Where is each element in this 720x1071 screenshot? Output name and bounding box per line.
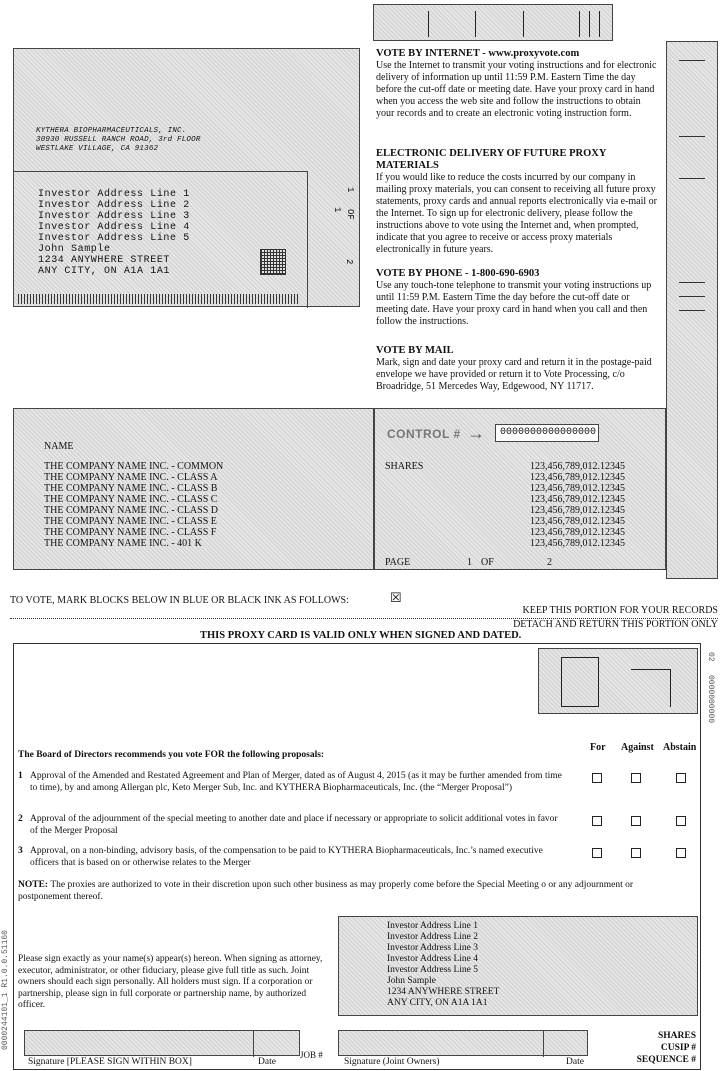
sign-instructions: Please sign exactly as your name(s) appear(s) hereon. When signing as attorney, executor, administrator, or other fiduciary, please give full title as such. Joint owners should each sign personally. All holders must sign. If a corporation or partnership, please sign in full corporate or partnership name, by authorized officer. [18, 954, 323, 1010]
page-label: PAGE [385, 557, 411, 568]
investor-address [38, 189, 190, 277]
joint-signature-label: Signature (Joint Owners) [344, 1057, 440, 1067]
vote-internet-heading: VOTE BY INTERNET - www.proxyvote.com [376, 48, 580, 59]
proposal-number: 3 [18, 846, 23, 856]
side-code-right-zeros: 0000000000 [706, 675, 715, 724]
return-address-line: WESTLAKE VILLAGE, CA 91362 [36, 145, 159, 153]
joint-signature-box[interactable] [338, 1030, 588, 1056]
shares-value: 123,456,789,012.12345 [530, 527, 625, 538]
proposal-number: 1 [18, 771, 23, 781]
page-num: 1 [467, 557, 472, 568]
proposal-3 [18, 845, 563, 869]
job-label: JOB # [300, 1050, 323, 1060]
side-page-of-text: OF [345, 209, 355, 220]
company-list [44, 461, 223, 549]
company-row: THE COMPANY NAME INC. - CLASS E [44, 516, 217, 527]
return-address [36, 127, 201, 154]
investor-address-line: 1234 ANYWHERE STREET [38, 255, 171, 266]
vote-mail [376, 345, 660, 393]
postal-barcode [18, 294, 298, 304]
note [18, 879, 638, 903]
mark-example-icon: ☒ [390, 590, 402, 605]
vote-mail-text: Mark, sign and date your proxy card and return it in the postage-paid envelope we have provided or return it to Vote Processing, c/o Broadridge, 51 Mercedes Way, Edgewood, NY 11717. [376, 357, 652, 392]
company-row: THE COMPANY NAME INC. - CLASS A [44, 472, 218, 483]
card-barcode-box [538, 648, 698, 714]
card-address-line: 1234 ANYWHERE STREET [387, 987, 500, 997]
card-address-line: John Sample [387, 976, 436, 986]
side-page-total [344, 259, 354, 264]
name-label: NAME [44, 441, 74, 452]
side-code-right-top: 02 [706, 652, 715, 662]
investor-address-line: Investor Address Line 4 [38, 222, 190, 233]
address-window [13, 48, 360, 307]
proposal-2-against-checkbox[interactable] [631, 816, 641, 826]
company-row: THE COMPANY NAME INC. - COMMON [44, 461, 224, 472]
name-box [13, 408, 374, 570]
control-label: CONTROL # [387, 427, 461, 441]
proposal-1-for-checkbox[interactable] [592, 773, 602, 783]
proxy-card [13, 643, 701, 1070]
company-row: THE COMPANY NAME INC. - CLASS F [44, 527, 217, 538]
vote-phone-text: Use any touch-tone telephone to transmit your voting instructions up until 11:59 P.M. Eastern Time the day before the cut-off date or meeting date. Have your proxy card in hand when you call and then follow the instructions. [376, 280, 652, 327]
arrow-icon: → [467, 423, 485, 443]
proposal-number: 2 [18, 814, 23, 824]
detach-portion: DETACH AND RETURN THIS PORTION ONLY [513, 619, 718, 630]
barcode-box [373, 4, 613, 41]
side-strip [666, 41, 718, 579]
card-address-line: Investor Address Line 1 [387, 921, 479, 931]
proposal-1-against-checkbox[interactable] [631, 773, 641, 783]
shares-value: 123,456,789,012.12345 [530, 538, 625, 549]
shares-box [374, 408, 666, 570]
side-page-b: 1 [332, 207, 342, 213]
date-label: Date [258, 1057, 276, 1067]
edelivery-text: If you would like to reduce the costs incurred by our company in mailing proxy materials, you can consent to receiving all future proxy statements, proxy cards and annual reports electronically via e-mail or the Internet. To sign up for electronic delivery, please follow the instructions above to vote using the Internet and, when prompted, indicate that you agree to receive or access proxy materials electronically in future years. [376, 172, 658, 255]
card-address-line: Investor Address Line 4 [387, 954, 479, 964]
shares-value: 123,456,789,012.12345 [530, 516, 625, 527]
datamatrix-barcode [260, 249, 286, 275]
vote-phone-heading: VOTE BY PHONE - 1-800-690-6903 [376, 268, 540, 279]
company-row: THE COMPANY NAME INC. - CLASS B [44, 483, 218, 494]
side-page-num: 1 [345, 187, 355, 193]
proposal-2 [18, 813, 563, 837]
proposal-2-for-checkbox[interactable] [592, 816, 602, 826]
proposal-3-for-checkbox[interactable] [592, 848, 602, 858]
investor-address-line: John Sample [38, 244, 111, 255]
vote-mail-heading: VOTE BY MAIL [376, 345, 454, 356]
company-row: THE COMPANY NAME INC. - CLASS C [44, 494, 218, 505]
shares-value: 123,456,789,012.12345 [530, 461, 625, 472]
side-page-of [332, 207, 342, 212]
card-address-box [338, 916, 698, 1016]
shares-footer: SHARES [657, 1031, 696, 1041]
col-against: Against [621, 742, 654, 753]
card-address-line: Investor Address Line 3 [387, 943, 479, 953]
col-abstain: Abstain [663, 742, 697, 753]
col-for: For [590, 742, 606, 753]
shares-label: SHARES [385, 461, 424, 472]
vote-internet [376, 48, 660, 120]
date2-label: Date [566, 1057, 584, 1067]
side-page-of-label [345, 209, 355, 220]
proposal-1 [18, 770, 563, 794]
shares-value: 123,456,789,012.12345 [530, 505, 625, 516]
side-code-left: 0000244101_1 R1.0.0.51160 [1, 930, 10, 1051]
proposal-text: Approval of the Amended and Restated Agreement and Plan of Merger, dated as of August 4, 2015 (as it may be further amended from time to time), by and among Allergan plc, Keto Merger Sub, Inc. and KYTHERA Biopharmaceuticals, Inc. (the “Merger Proposal”) [30, 771, 562, 793]
company-row: THE COMPANY NAME INC. - CLASS D [44, 505, 218, 516]
page-total: 2 [547, 557, 552, 568]
control-number: 0000000000000000 [495, 424, 599, 442]
shares-value: 123,456,789,012.12345 [530, 494, 625, 505]
return-address-line: KYTHERA BIOPHARMACEUTICALS, INC. [36, 127, 187, 135]
sequence-footer: SEQUENCE # [636, 1055, 696, 1065]
edelivery [376, 148, 660, 256]
footer-right [637, 1030, 696, 1066]
cusip-footer: CUSIP # [660, 1043, 696, 1053]
mark-instruction: TO VOTE, MARK BLOCKS BELOW IN BLUE OR BLACK INK AS FOLLOWS: [10, 595, 349, 606]
shares-values [525, 461, 625, 549]
side-page-ref [344, 187, 356, 192]
signature-label: Signature [PLEASE SIGN WITHIN BOX] [28, 1057, 192, 1067]
card-address-line: ANY CITY, ON A1A 1A1 [387, 998, 488, 1008]
note-text: The proxies are authorized to vote in their discretion upon such other business as may properly come before the Special Meeting o or any adjournment or postponement thereof. [18, 880, 634, 902]
return-address-line: 30930 RUSSELL RANCH ROAD, 3rd FLOOR [36, 136, 201, 144]
investor-address-line: Investor Address Line 3 [38, 211, 190, 222]
shares-value: 123,456,789,012.12345 [530, 483, 625, 494]
company-row: THE COMPANY NAME INC. - 401 K [44, 538, 202, 549]
proposal-1-abstain-checkbox[interactable] [676, 773, 686, 783]
proposal-text: Approval of the adjournment of the special meeting to another date and place if necessary or appropriate to solicit additional votes in favor of the Merger Proposal [30, 814, 558, 836]
page-of: OF [481, 557, 494, 568]
card-address-line: Investor Address Line 2 [387, 932, 479, 942]
proposal-text: Approval, on a non-binding, advisory basis, of the compensation to be paid to KYTHERA Biopharmaceuticals, Inc.’s named executive officers that is based on or otherwise relates to the Merger [30, 846, 543, 868]
keep-portion: KEEP THIS PORTION FOR YOUR RECORDS [522, 605, 718, 616]
proposal-3-against-checkbox[interactable] [631, 848, 641, 858]
card-address [387, 921, 499, 1009]
valid-note: THIS PROXY CARD IS VALID ONLY WHEN SIGNED AND DATED. [200, 630, 522, 641]
side-page-total-num: 2 [344, 259, 354, 265]
shares-value: 123,456,789,012.12345 [530, 472, 625, 483]
investor-address-line: Investor Address Line 5 [38, 233, 190, 244]
board-recommendation: The Board of Directors recommends you vote FOR the following proposals: [18, 750, 325, 760]
signature-box[interactable] [24, 1030, 300, 1056]
edelivery-heading: ELECTRONIC DELIVERY OF FUTURE PROXY MATERIALS [376, 148, 607, 171]
note-label: NOTE: [18, 880, 49, 890]
investor-address-line: Investor Address Line 2 [38, 200, 190, 211]
vote-internet-text: Use the Internet to transmit your voting instructions and for electronic delivery of information up until 11:59 P.M. Eastern Time the day before the cut-off date or meeting date. Have your proxy card in hand when you access the web site and follow the instructions to obtain your records and to create an electronic voting instruction form. [376, 60, 657, 119]
proposal-2-abstain-checkbox[interactable] [676, 816, 686, 826]
proposal-3-abstain-checkbox[interactable] [676, 848, 686, 858]
vote-phone [376, 268, 660, 328]
investor-address-line: Investor Address Line 1 [38, 189, 190, 200]
card-address-line: Investor Address Line 5 [387, 965, 479, 975]
investor-address-line: ANY CITY, ON A1A 1A1 [38, 266, 171, 277]
